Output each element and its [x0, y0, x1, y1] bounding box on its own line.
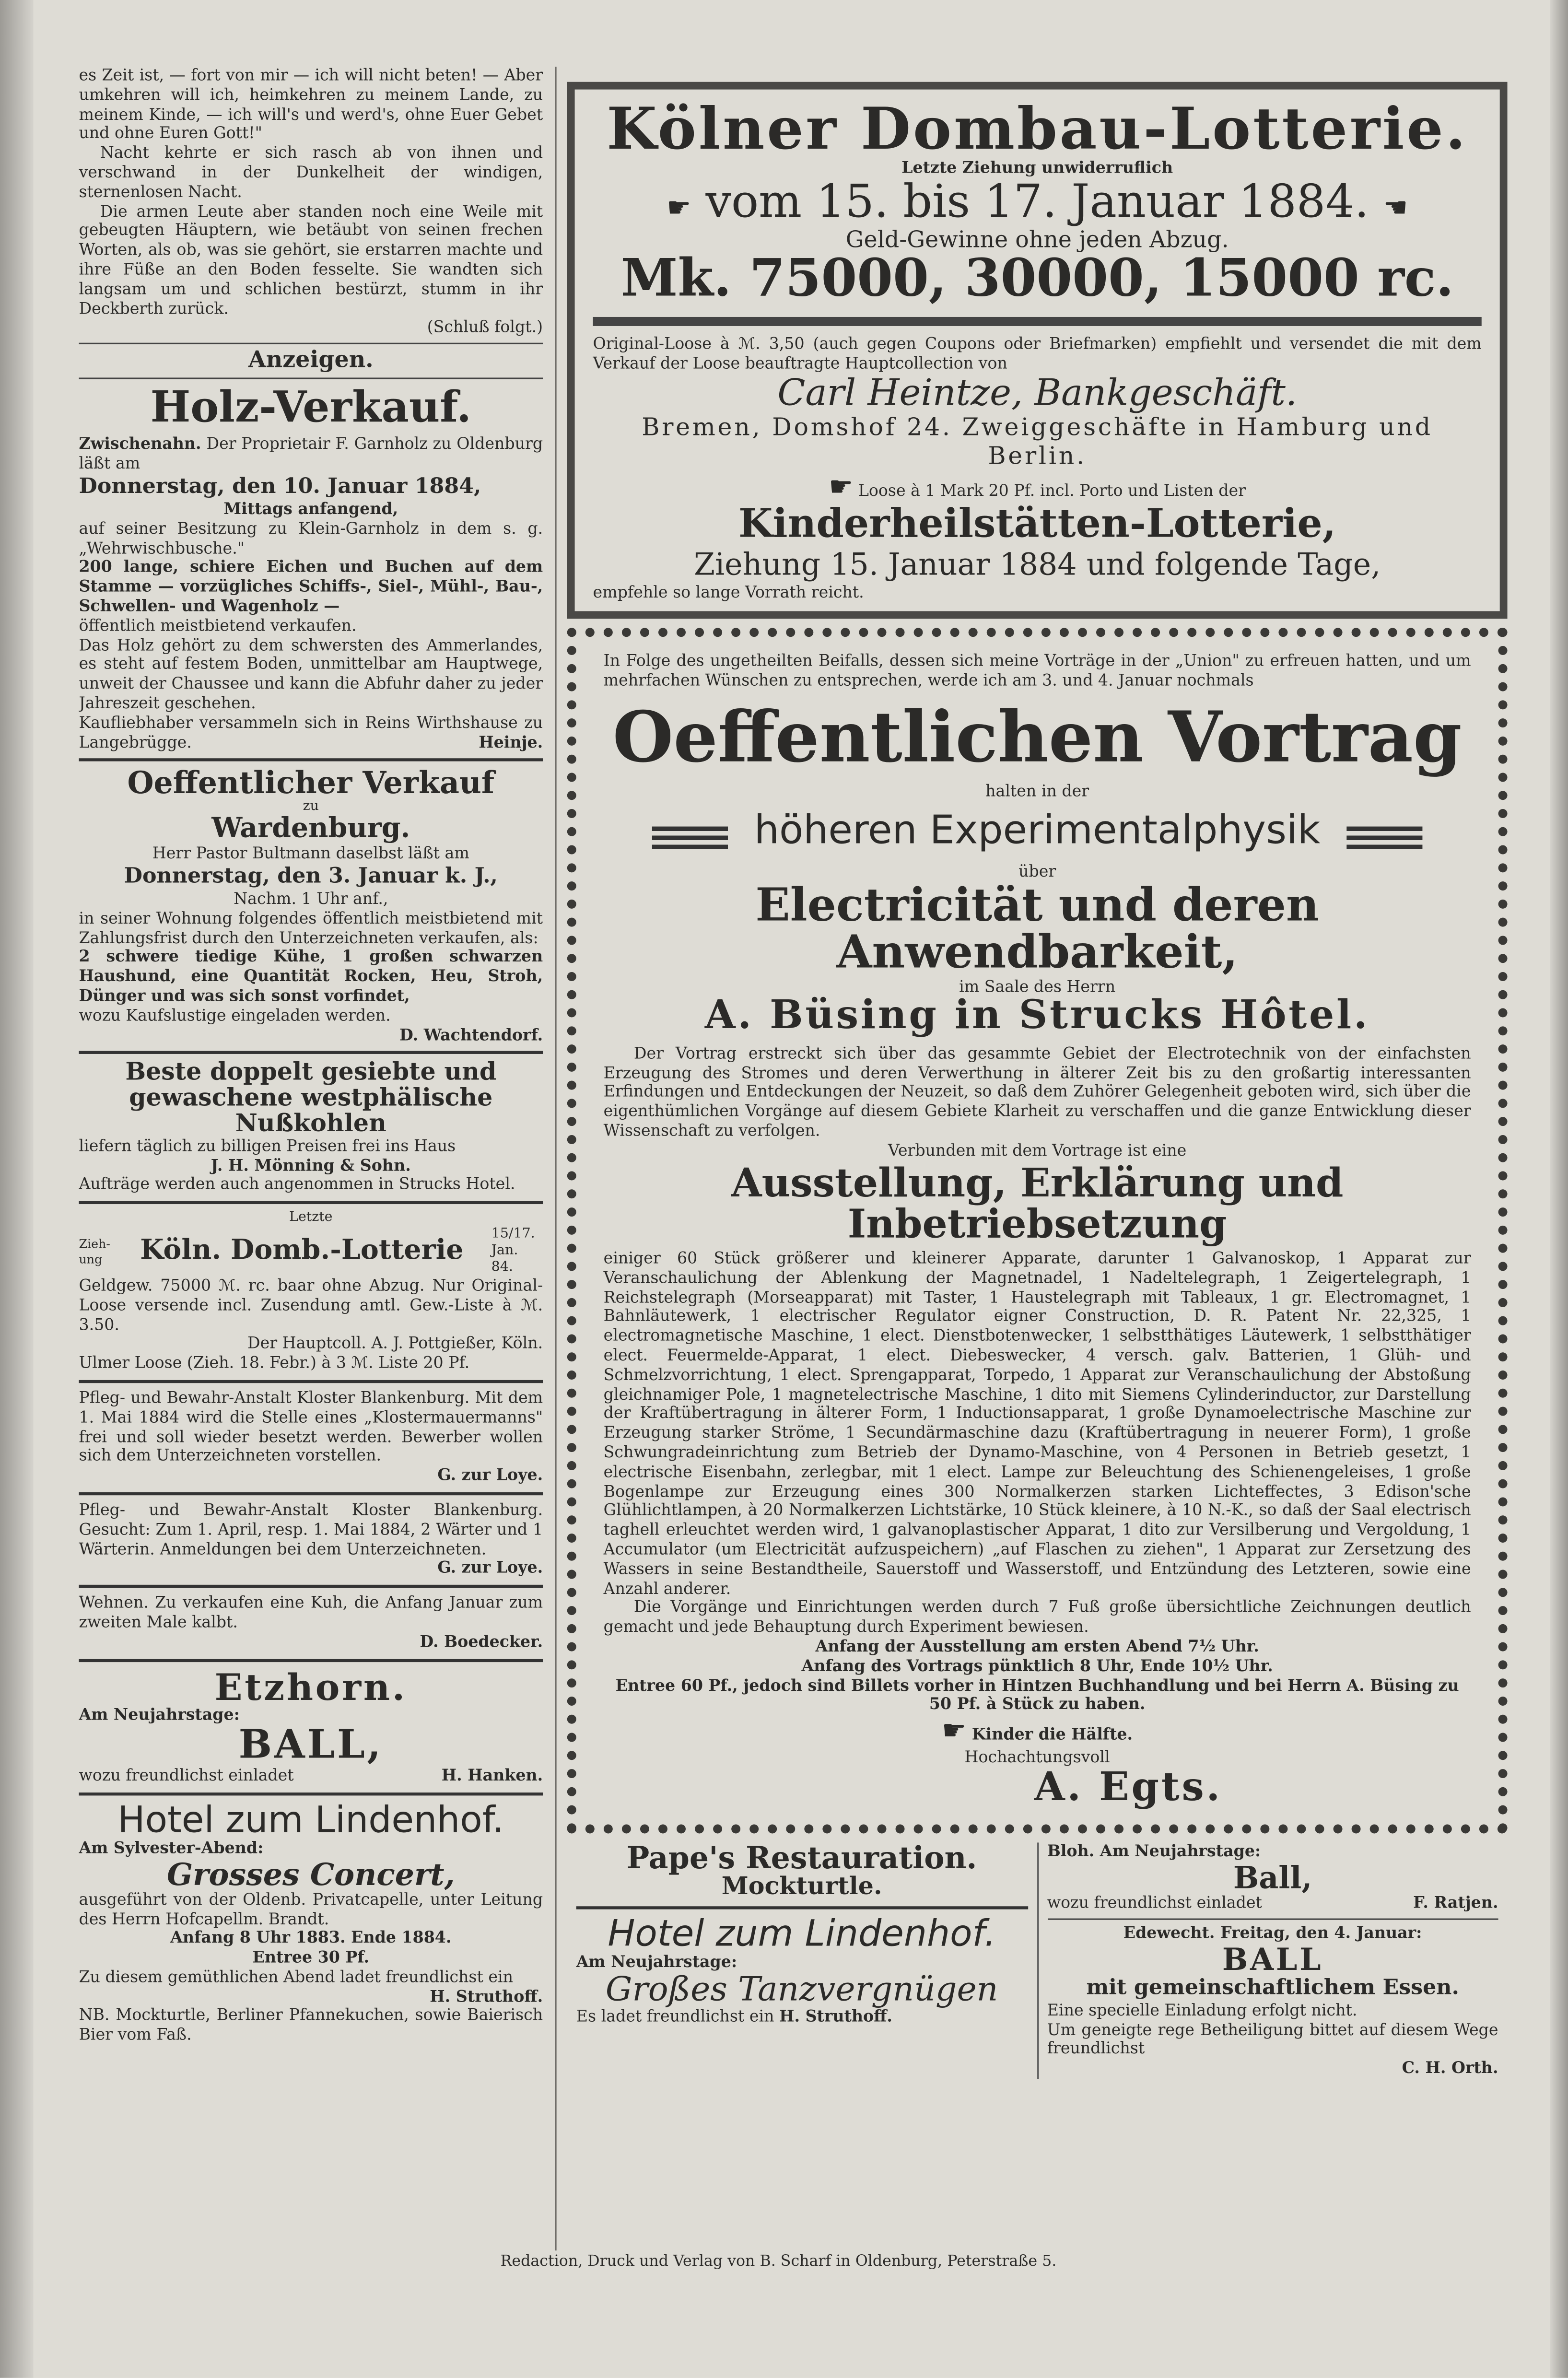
ad-text: Letzte [289, 1210, 333, 1226]
ad-time: Mittags anfangend, [223, 500, 398, 519]
ad-text: Kinder die Hälfte. [971, 1726, 1133, 1745]
ad-pflege-1 [79, 1389, 543, 1486]
ad-signature: G. zur Loye. [437, 1466, 543, 1485]
ad-dates: vom 15. bis 17. Januar 1884. [705, 175, 1369, 229]
ad-place: Wardenburg. [211, 813, 410, 845]
divider [79, 343, 543, 344]
ad-text: liefern täglich zu billigen Preisen frei ins Haus [79, 1137, 456, 1156]
imprint-footer: Redaction, Druck und Verlag von B. Scharf in Oldenburg, Peterstraße 5. [500, 2253, 1057, 2271]
ad-time: Anfang 8 Uhr 1883. Ende 1884. [170, 1929, 452, 1948]
ad-signature: A. Egts. [1034, 1765, 1222, 1811]
scan-edge-right [1550, 0, 1568, 2378]
divider [79, 1201, 543, 1204]
ad-ball: Ball, [1233, 1859, 1312, 1896]
divider [79, 1380, 543, 1383]
story-paragraph: Nacht kehrte er sich rasch ab von ihnen und verschwand in der Dunkelheit der windigen, sternenlosen Nacht. [79, 144, 543, 201]
ad-place: Zwischenahn. [79, 435, 201, 454]
ad-date: 15/17. Jan. 84. [491, 1227, 535, 1276]
ad-text: NB. Mockturtle, Berliner Pfannekuchen, sowie Baierisch Bier vom Faß. [79, 2007, 543, 2045]
ad-firm: J. H. Mönning & Sohn. [211, 1156, 411, 1175]
ad-text: Aufträge werden auch angenommen in Strucks Hotel. [79, 1176, 515, 1195]
divider [79, 377, 543, 379]
divider [79, 759, 543, 761]
ad-text: Um geneigte rege Betheiligung bittet auf diesem Wege freundlichst [1047, 2021, 1498, 2059]
ad-goods: 2 schwere tiedige Kühe, 1 großen schwarzen Haushund, eine Quantität Rocken, Heu, Stroh, Dünger und was sich sonst vorfindet, [79, 948, 543, 1006]
ad-title: Oeffentlichen Vortrag [612, 696, 1462, 778]
ad-text: Kaufliebhaber versammeln sich in Reins Wirthshause zu Langebrügge. [79, 714, 543, 752]
ad-time: Anfang der Ausstellung am ersten Abend 7½ Uhr. [815, 1638, 1259, 1656]
bottom-left-ads [567, 1839, 1037, 2079]
ad-text: Bloh. Am Neujahrstage: [1047, 1843, 1261, 1862]
ad-signature: H. Struthoff. [779, 2008, 892, 2027]
ad-subtitle: höheren Experimentalphysik [754, 808, 1321, 854]
ad-text: in seiner Wohnung folgendes öffentlich meistbietend mit Zahlungsfrist durch den Unterzeichneten verkaufen, als: [79, 910, 543, 948]
ad-lindenhof-concert [79, 1798, 543, 2046]
ad-signature: Heinje. [479, 733, 543, 752]
ad-text: Der Hauptcoll. A. J. Pottgießer, Köln. [247, 1335, 543, 1354]
ad-time: Anfang des Vortrags pünktlich 8 Uhr, Ende 10½ Uhr. [801, 1657, 1273, 1676]
ad-text: über [1018, 862, 1056, 881]
ad-oeffentlicher-verkauf [79, 764, 543, 1045]
ad-subtitle: Mockturtle. [721, 1872, 882, 1901]
bottom-right-ads [1038, 1843, 1508, 2079]
pointing-hand-left-icon: ☚ [1383, 192, 1408, 224]
ad-subtitle: Electricität und deren Anwendbarkeit, [755, 879, 1319, 980]
ad-entree: Entree 60 Pf., jedoch sind Billets vorher in Hintzen Buchhandlung und bei Herrn A. Büsing zu 50 Pf. à Stück zu haben. [615, 1676, 1459, 1714]
ad-time: Nachm. 1 Uhr anf., [234, 890, 388, 909]
ad-place: A. Büsing in Strucks Hôtel. [704, 994, 1370, 1040]
ad-dates: Ziehung 15. Januar 1884 und folgende Tage, [693, 546, 1381, 583]
ornament-bars [652, 827, 728, 851]
ad-signature: F. Ratjen. [1413, 1894, 1498, 1913]
ad-text: Herr Pastor Bultmann daselbst läßt am [152, 845, 469, 864]
ad-signature: C. H. Orth. [1402, 2060, 1498, 2078]
ad-subtitle: Letzte Ziehung unwiderruflich [901, 159, 1173, 177]
ad-amounts: Mk. 75000, 30000, 15000 rc. [620, 249, 1454, 310]
ad-title: Köln. Domb.-Lotterie [140, 1234, 464, 1267]
ad-signature: D. Boedecker. [420, 1633, 543, 1652]
right-column [567, 82, 1508, 2079]
ad-title: Kölner Dombau-Lotterie. [607, 94, 1468, 163]
ad-text: ausgeführt von der Oldenb. Privatcapelle, unter Leitung des Herrn Hofcapellm. Brandt. [79, 1890, 543, 1929]
divider [576, 1906, 1028, 1909]
ad-entree: Entree 30 Pf. [252, 1949, 370, 1968]
ad-text: wozu Kaufslustige eingeladen werden. [79, 1007, 391, 1025]
ad-subtitle: Ausstellung, Erklärung und Inbetriebsetzung [731, 1160, 1344, 1248]
ad-signature: D. Wachtendorf. [399, 1026, 543, 1044]
ad-text: Ulmer Loose (Zieh. 18. Febr.) à 3 ℳ. Liste 20 Pf. [79, 1355, 470, 1373]
ad-oeffentlicher-vortrag [567, 629, 1508, 1834]
pointing-hand-right-icon: ☛ [942, 1715, 967, 1747]
ad-text: im Saale des Herrn [959, 977, 1116, 996]
pointing-hand-right-icon: ☛ [829, 471, 854, 504]
ad-title: Kinderheilstätten-Lotterie, [738, 502, 1336, 548]
ad-etzhorn [79, 1664, 543, 1786]
ad-title: Pape's Restauration. [626, 1839, 977, 1876]
ad-text: Wehnen. Zu verkaufen eine Kuh, die Anfang Januar zum zweiten Male kalbt. [79, 1594, 543, 1632]
ad-text: Hochachtungsvoll [964, 1748, 1110, 1767]
ad-signature: G. zur Loye. [437, 1559, 543, 1578]
ad-signature: H. Hanken. [441, 1767, 543, 1785]
divider [79, 1659, 543, 1662]
ad-text: Der Proprietair F. Garnholz zu Oldenburg läßt am [79, 435, 543, 473]
ad-text: Pfleg- und Bewahr-Anstalt Kloster Blankenburg. Mit dem 1. Mai 1884 wird die Stelle eines „Klostermauermanns" frei und soll wieder besetzt werden. Bewerber wollen sich dem Unterzeichneten vorstellen. [79, 1389, 543, 1466]
ad-subtitle: Großes Tanzvergnügen [605, 1971, 998, 2010]
column-rule [555, 67, 556, 2250]
ad-firm: Carl Heintze, Bankgeschäft. [777, 371, 1297, 414]
story-continued: (Schluß folgt.) [427, 319, 543, 338]
ad-address: Bremen, Domshof 24. Zweiggeschäfte in Hamburg und Berlin. [642, 412, 1433, 471]
ad-text: Am Sylvester-Abend: [79, 1839, 264, 1858]
ad-title: Hotel zum Lindenhof. [608, 1912, 996, 1955]
ad-title: Holz-Verkauf. [150, 382, 471, 433]
story-paragraph: Die armen Leute aber standen noch eine Weile mit gebeugten Häuptern, wie betäubt von seinen frechen Worten, als ob, was sie gehört, sie erstarren machte und ihre Füße an den Boden fesselte. Sie wandten sich langsam um und schlichen bestürzt, stumm in ihr Deckberth zurück. [79, 202, 543, 318]
ad-title: Hotel zum Lindenhof. [117, 1798, 504, 1841]
ad-text: empfehle so lange Vorrath reicht. [593, 583, 864, 602]
ad-text: auf seiner Besitzung zu Klein-Garnholz in dem s. g. „Wehrwischbusche." [79, 519, 543, 558]
ornament-bars [1346, 827, 1422, 851]
ad-subtitle: mit gemeinschaftlichem Essen. [1086, 1975, 1459, 2000]
divider [1047, 1918, 1498, 1920]
ad-text: wozu freundlichst einladet [1047, 1894, 1262, 1913]
ad-text: Loose à 1 Mark 20 Pf. incl. Porto und Listen der [858, 482, 1246, 501]
ad-title: Oeffentlicher Verkauf [127, 764, 495, 801]
ad-concert: Grosses Concert, [167, 1855, 455, 1892]
ad-text: Am Neujahrstage: [576, 1954, 737, 1972]
ad-koeln-lotterie-small [79, 1210, 543, 1374]
divider [79, 1792, 543, 1795]
divider [79, 1052, 543, 1054]
ad-ball: BALL, [238, 1722, 383, 1768]
divider [79, 1585, 543, 1588]
ad-text: halten in der [985, 783, 1089, 801]
ad-nusskohlen [79, 1057, 543, 1195]
ad-date: Donnerstag, den 3. Januar k. J., [124, 864, 498, 889]
ad-text: einiger 60 Stück größerer und kleinerer Apparate, darunter 1 Galvanoskop, 1 Apparat zur Veranschaulichung der Ablenkung der Magnetnadel, 1 Nadeltelegraph, 1 Zeigertelegraph, 1 Reichstelegraph (Morseapparat) mit Taster, 1 Haustelegraph mit Tableaux, 1 gr. Electromagnet, 1 Bahnläutewerk, 1 electrischer Regulator eigner Construction, D. R. Patent Nr. 22,325, 1 electromagnetische Maschine, 1 elect. Dienstbotenwecker, 1 selbstthätiges Läutewerk, 1 selbstthätiger elect. Feuermelde-Apparat, 1 elect. Diebeswecker, 4 versch. galv. Batterien, 1 Glüh- und Schmelzvorrichtung, 1 elect. Sprengapparat, Torpedo, 1 Apparat zur Veranschaulichung der Abstoßung gleichnamiger Pole, 1 magnetelectrische Maschine, 1 dito mit Siemens Cylinderinductor, zur Darstellung der Kraftübertragung in älterer Form, 1 Inductionsapparat, 1 große Dynamoelectrische Maschine zur Erzeugung starker Ströme, 1 Secundärmaschine dazu (Kraftübertragung in neuerer Form), 1 große Schwungradeinrichtung zum Betrieb der Dynamo-Maschine, von 4 Personen in Betrieb gesetzt, 1 electrische Eisenbahn, zerlegbar, mit 1 elect. Lampe zur Beleuchtung des Schienengeleises, 1 große Bogenlampe zur Erzeugung eines 300 Normalkerzen starken Lichteffectes, 3 Edison'sche Glühlichtlampen, à 20 Normalkerzen Lichtstärke, 10 Stück kleinere, à 10 N.-K., so daß der Saal electrisch taghell erleuchtet werden wird, 1 galvanoplastischer Apparat, 1 dito zur Versilberung und Vergoldung, 1 Accumulator (um Electricität aufzuspeichern) „auf Flaschen zu ziehen", 1 Apparat zur Zersetzung des Wassers in seine Bestandtheile, Sauerstoff und Wasserstoff, und Entzündung des Letzteren, sowie eine Anzahl anderer. [603, 1250, 1471, 1598]
divider [79, 1492, 543, 1495]
story-paragraph: es Zeit ist, — fort von mir — ich will nicht beten! — Aber umkehren will ich, heimkehren zu meinem Lande, zu meinem Kinde, — ich will's und werd's, ohne Euer Gebet und ohne Euren Gott!" [79, 67, 543, 143]
ad-title: Etzhorn. [214, 1664, 407, 1709]
ad-text: wozu freundlichst einladet [79, 1767, 294, 1785]
ad-text: Geldgew. 75000 ℳ. rc. baar ohne Abzug. Nur Original-Loose versende incl. Zusendung amtl. Gew.-Liste à ℳ. 3.50. [79, 1277, 543, 1335]
ad-text: Es ladet freundlichst ein [576, 2008, 774, 2027]
scan-edge-left [0, 0, 34, 2378]
ad-title: Beste doppelt gesiebte und gewaschene westphälische Nußkohlen [125, 1057, 497, 1137]
ad-wehnen [79, 1594, 543, 1652]
ad-holz-verkauf [79, 382, 543, 753]
ad-text: öffentlich meistbietend verkaufen. [79, 617, 357, 635]
ad-text: Edewecht. Freitag, den 4. Januar: [1123, 1924, 1422, 1943]
ad-text: Zu diesem gemüthlichen Abend ladet freundlichst ein [79, 1968, 514, 1987]
ad-text: Das Holz gehört zu dem schwersten des Ammerlandes, es steht auf festem Boden, unmittelbar am Hauptwege, unweit der Chaussee und kann die Abfuhr daher zu jeder Jahreszeit geschehen. [79, 636, 543, 713]
anzeigen-heading: Anzeigen. [248, 346, 374, 374]
ad-text: Die Vorgänge und Einrichtungen werden durch 7 Fuß große übersichtliche Zeichnungen deutlich gemacht und jede Behauptung durch Experiment bewiesen. [603, 1599, 1471, 1637]
ad-koelner-dombau-lotterie [567, 82, 1508, 620]
ad-text: Pfleg- und Bewahr-Anstalt Kloster Blankenburg. Gesucht: Zum 1. April, resp. 1. Mai 1884, 2 Wärter und 1 Wärterin. Anmeldungen bei dem Unterzeichneten. [79, 1501, 543, 1558]
left-column [79, 67, 543, 2250]
ad-signature: H. Struthoff. [430, 1988, 543, 2006]
ad-text: Original-Loose à ℳ. 3,50 (auch gegen Coupons oder Briefmarken) empfiehlt und versendet die mit dem Verkauf der Loose beauftragte Hauptcollection von [593, 335, 1482, 373]
ad-text: Am Neujahrstage: [79, 1706, 240, 1724]
pointing-hand-right-icon: ☛ [667, 192, 691, 224]
ad-date: Donnerstag, den 10. Januar 1884, [79, 474, 481, 499]
ad-text: Der Vortrag erstreckt sich über das gesammte Gebiet der Electrotechnik von der einfachsten Erzeugung des Stromes und deren Verwerthung in älterer Zeit bis zu den großartig interessanten Erfindungen und Entdeckungen der Neuzeit, so daß dem Zuhörer Gelegenheit geboten wird, sich über die eigenthümlichen Vorgänge auf diesem Gebiete Klarheit zu verschaffen und die ganze Entwicklung dieser Wissenschaft zu verfolgen. [603, 1044, 1471, 1140]
ad-text: Eine specielle Einladung erfolgt nicht. [1047, 2001, 1357, 2020]
divider [593, 317, 1482, 327]
ad-ball: BALL [1222, 1940, 1323, 1977]
ad-text: Zieh-ung [79, 1237, 110, 1266]
ad-text: In Folge des ungetheilten Beifalls, dessen sich meine Vorträge in der „Union" zu erfreuen hatten, und um mehrfachen Wünschen zu entsprechen, werde ich am 3. und 4. Januar nochmals [603, 653, 1471, 691]
ad-subtitle: Geld-Gewinne ohne jeden Abzug. [845, 226, 1229, 254]
ad-pflege-2 [79, 1501, 543, 1579]
ad-text: zu [303, 799, 319, 815]
bottom-ads-row [567, 1839, 1508, 2079]
ad-goods: 200 lange, schiere Eichen und Buchen auf dem Stamme — vorzügliches Schiffs-, Siel-, Mühl-, Bau-, Schwellen- und Wagenholz — [79, 558, 543, 616]
ad-text: Verbunden mit dem Vortrage ist eine [888, 1141, 1187, 1160]
